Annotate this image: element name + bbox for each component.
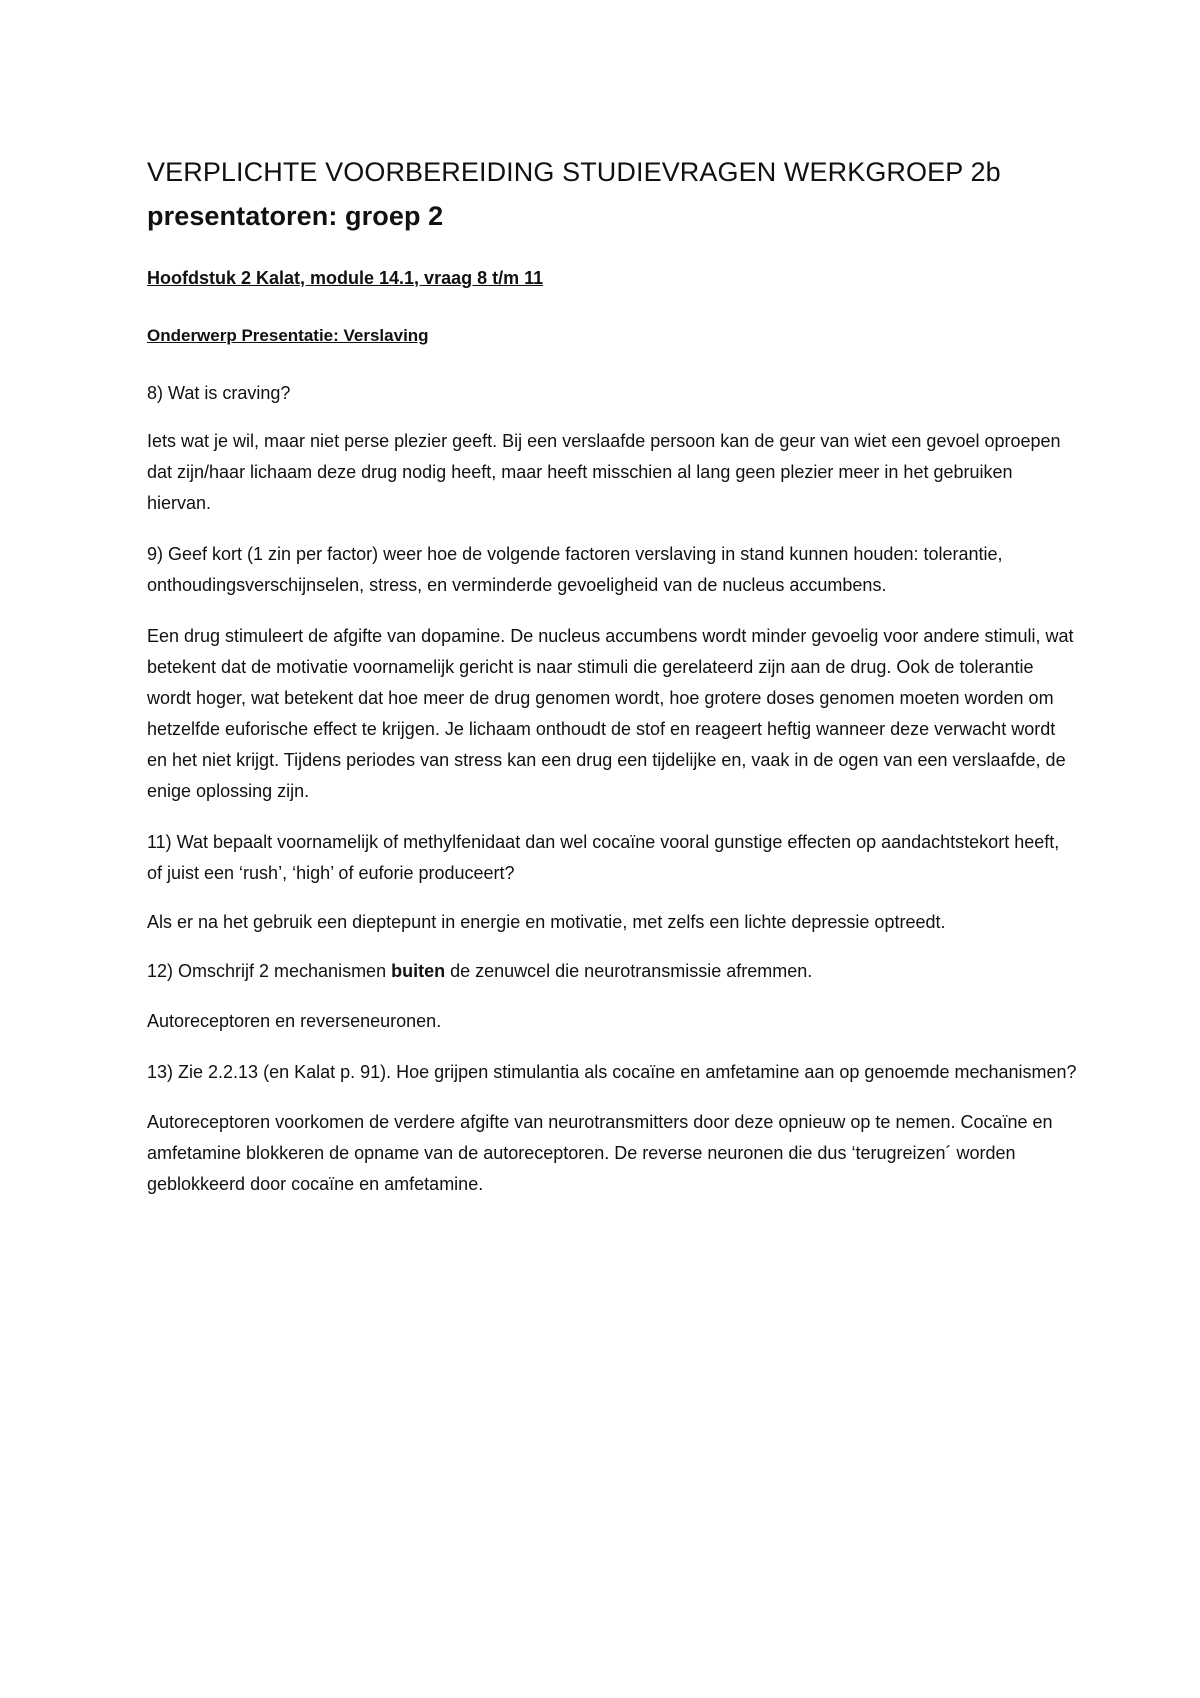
question-12-emphasis: buiten	[391, 961, 446, 981]
document-title	[147, 150, 1077, 238]
question-12-text-after: de zenuwcel die neurotransmissie afremmen.	[445, 961, 813, 981]
answer-12: Autoreceptoren en reverseneuronen.	[147, 1011, 442, 1031]
chapter-heading: Hoofdstuk 2 Kalat, module 14.1, vraag 8 t/m 11	[147, 268, 544, 288]
answer-8: Iets wat je wil, maar niet perse plezier geeft. Bij een verslaafde persoon kan de geur van wiet een gevoel oproepen dat zijn/haar lichaam deze drug nodig heeft, maar heeft misschien al lang geen plezier meer in het gebruiken hiervan.	[147, 431, 1061, 513]
question-12	[147, 956, 1077, 987]
document-page	[147, 150, 1077, 1200]
answer-13: Autoreceptoren voorkomen de verdere afgifte van neurotransmitters door deze opnieuw op te nemen. Cocaïne en amfetamine blokkeren de opname van de autoreceptoren. De reverse neuronen die dus ‘terugreizen´ worden geblokkeerd door cocaïne en amfetamine.	[147, 1112, 1053, 1194]
answer-11: Als er na het gebruik een dieptepunt in energie en motivatie, met zelfs een lichte depressie optreedt.	[147, 912, 946, 932]
question-13: 13) Zie 2.2.13 (en Kalat p. 91). Hoe grijpen stimulantia als cocaïne en amfetamine aan op genoemde mechanismen?	[147, 1062, 1077, 1082]
question-8: 8) Wat is craving?	[147, 383, 291, 403]
question-9: 9) Geef kort (1 zin per factor) weer hoe de volgende factoren verslaving in stand kunnen houden: tolerantie, onthoudingsverschijnselen, stress, en verminderde gevoeligheid van de nucleus accumbens.	[147, 544, 1003, 595]
answer-9: Een drug stimuleert de afgifte van dopamine. De nucleus accumbens wordt minder gevoelig voor andere stimuli, wat betekent dat de motivatie voornamelijk gericht is naar stimuli die gerelateerd zijn aan de drug. Ook de tolerantie wordt hoger, wat betekent dat hoe meer de drug genomen wordt, hoe grotere doses genomen moeten worden om hetzelfde euforische effect te krijgen. Je lichaam onthoudt de stof en reageert heftig wanneer deze verwacht wordt en het niet krijgt. Tijdens periodes van stress kan een drug een tijdelijke en, vaak in de ogen van een verslaafde, de enige oplossing zijn.	[147, 626, 1074, 801]
title-line-1: VERPLICHTE VOORBEREIDING STUDIEVRAGEN WERKGROEP 2b	[147, 157, 1001, 187]
question-11: 11) Wat bepaalt voornamelijk of methylfenidaat dan wel cocaïne vooral gunstige effecten op aandachtstekort heeft, of juist een ‘rush’, ‘high’ of euforie produceert?	[147, 832, 1060, 883]
topic-heading: Onderwerp Presentatie: Verslaving	[147, 326, 429, 345]
question-12-text-before: 12) Omschrijf 2 mechanismen	[147, 961, 392, 981]
title-line-2: presentatoren: groep 2	[147, 201, 444, 231]
